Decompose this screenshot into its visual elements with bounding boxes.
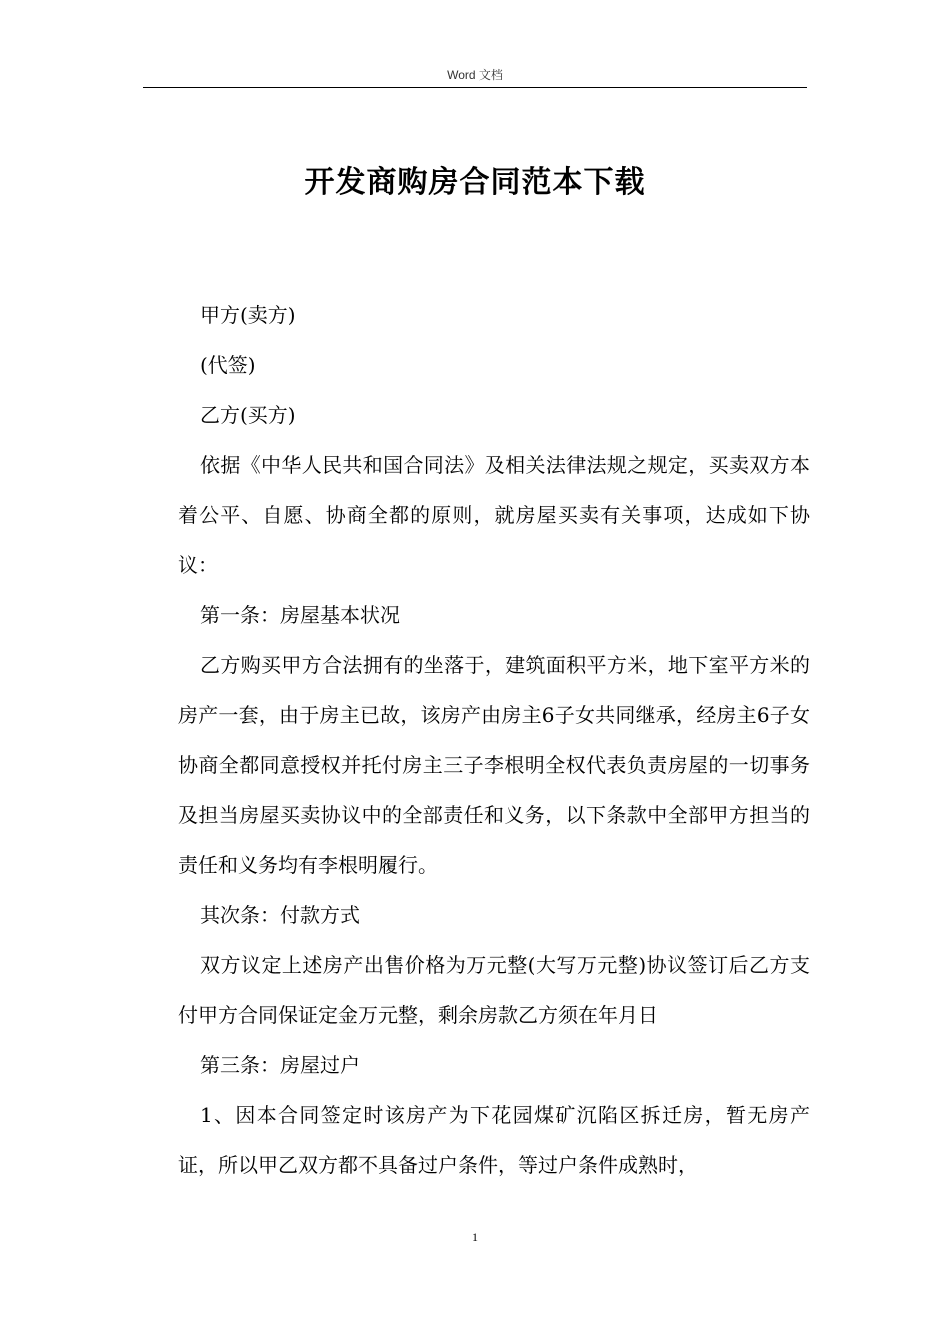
document-body bbox=[178, 290, 810, 1190]
paragraph-article-1-body: 乙方购买甲方合法拥有的坐落于，建筑面积平方米，地下室平方米的房产一套，由于房主已故，该房产由房主6子女共同继承，经房主6子女协商全都同意授权并托付房主三子李根明全权代表负责房屋的一切事务及担当房屋买卖协议中的全部责任和义务，以下条款中全部甲方担当的责任和义务均有李根明履行。 bbox=[178, 653, 810, 877]
page-number: 1 bbox=[472, 1230, 478, 1244]
paragraph-proxy: (代签) bbox=[200, 353, 256, 377]
paragraph-article-2-body: 双方议定上述房产出售价格为万元整(大写万元整)协议签订后乙方支付甲方合同保证定金万元整，剩余房款乙方须在年月日 bbox=[178, 953, 810, 1027]
document-title: 开发商购房合同范本下载 bbox=[304, 165, 646, 200]
header-label: Word 文档 bbox=[447, 68, 503, 82]
header-divider bbox=[143, 87, 807, 88]
paragraph-article-2-heading: 其次条：付款方式 bbox=[200, 903, 360, 927]
paragraph-article-3-heading: 第三条：房屋过户 bbox=[200, 1053, 360, 1077]
paragraph-party-a: 甲方(卖方) bbox=[200, 303, 296, 327]
paragraph-article-1-heading: 第一条：房屋基本状况 bbox=[200, 603, 400, 627]
paragraph-party-b: 乙方(买方) bbox=[200, 403, 296, 427]
paragraph-preamble: 依据《中华人民共和国合同法》及相关法律法规之规定，买卖双方本着公平、自愿、协商全都的原则，就房屋买卖有关事项，达成如下协议： bbox=[178, 453, 810, 577]
paragraph-article-3-item-1: 1、因本合同签定时该房产为下花园煤矿沉陷区拆迁房，暂无房产证，所以甲乙双方都不具备过户条件，等过户条件成熟时， bbox=[178, 1103, 810, 1177]
